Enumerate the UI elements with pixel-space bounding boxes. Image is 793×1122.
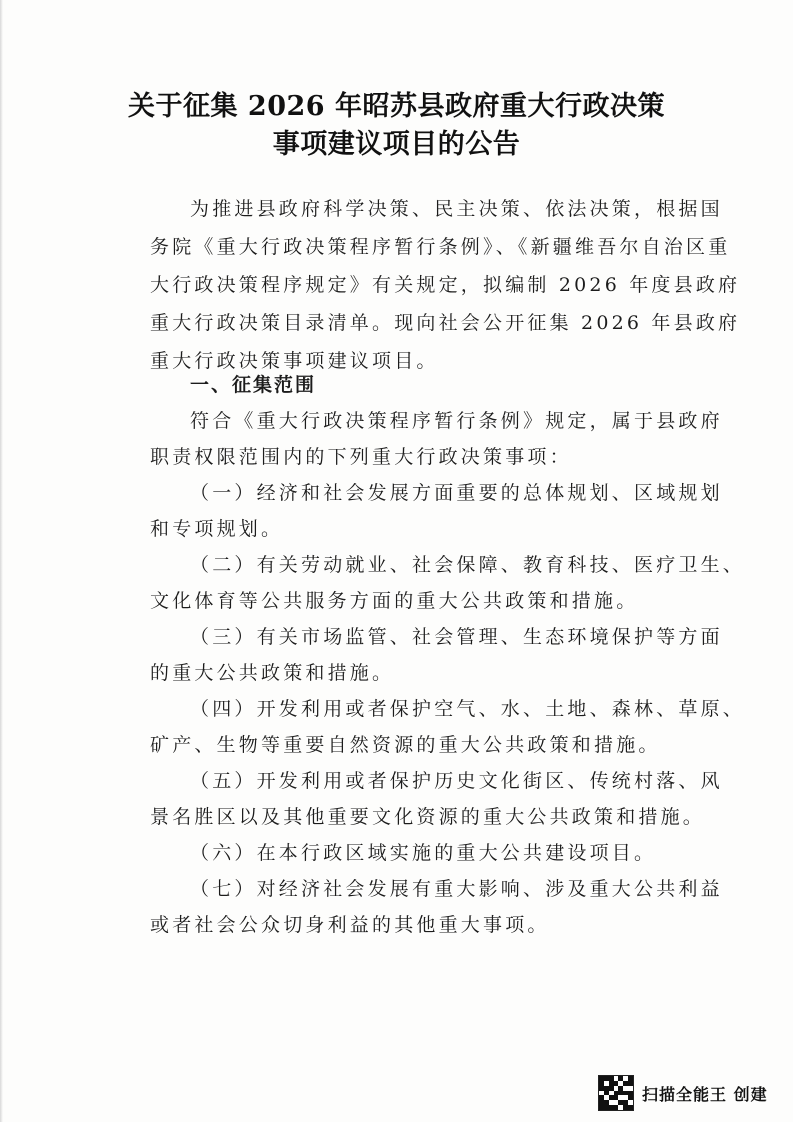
list-item-line: （五）开发利用或者保护历史文化街区、传统村落、风 (190, 770, 723, 792)
qr-code-icon (598, 1075, 634, 1111)
list-item-line: 或者社会公众切身利益的其他重大事项。 (150, 914, 550, 936)
document-title-line-1: 关于征集 2026 年昭苏县政府重大行政决策 (128, 91, 665, 122)
list-item-line: 的重大公共政策和措施。 (150, 662, 395, 684)
list-item-line: （二）有关劳动就业、社会保障、教育科技、医疗卫生、 (190, 554, 746, 576)
list-item-line: 矿产、生物等重要自然资源的重大公共政策和措施。 (150, 734, 661, 756)
scope-line: 符合《重大行政决策程序暂行条例》规定，属于县政府 (190, 410, 723, 432)
list-item-line: （四）开发利用或者保护空气、水、土地、森林、草原、 (190, 698, 746, 720)
list-item-line: 景名胜区以及其他重要文化资源的重大公共政策和措施。 (150, 806, 706, 828)
document-title-line-2: 事项建议项目的公告 (272, 129, 521, 160)
list-item-line: （六）在本行政区域实施的重大公共建设项目。 (190, 842, 657, 864)
list-item-line: （三）有关市场监管、社会管理、生态环境保护等方面 (190, 626, 723, 648)
scanner-watermark (598, 1075, 768, 1111)
list-item-line: 和专项规划。 (150, 518, 284, 540)
intro-line: 务院《重大行政决策程序暂行条例》、《新疆维吾尔自治区重 (150, 236, 731, 258)
intro-line: 为推进县政府科学决策、民主决策、依法决策，根据国 (190, 198, 723, 220)
scanner-brand-text: 扫描全能王 创建 (642, 1084, 768, 1104)
scope-line: 职责权限范围内的下列重大行政决策事项： (150, 446, 572, 468)
scan-edge-shadow (0, 0, 3, 1122)
list-item-line: （一）经济和社会发展方面重要的总体规划、区域规划 (190, 482, 723, 504)
intro-line: 大行政决策程序规定》有关规定，拟编制 2026 年度县政府 (150, 274, 741, 296)
intro-line: 重大行政决策事项建议项目。 (150, 350, 439, 372)
intro-line: 重大行政决策目录清单。现向社会公开征集 2026 年县政府 (150, 312, 741, 334)
list-item-line: 文化体育等公共服务方面的重大公共政策和措施。 (150, 590, 639, 612)
list-item-line: （七）对经济社会发展有重大影响、涉及重大公共利益 (190, 878, 723, 900)
section-heading: 一、征集范围 (190, 374, 317, 396)
